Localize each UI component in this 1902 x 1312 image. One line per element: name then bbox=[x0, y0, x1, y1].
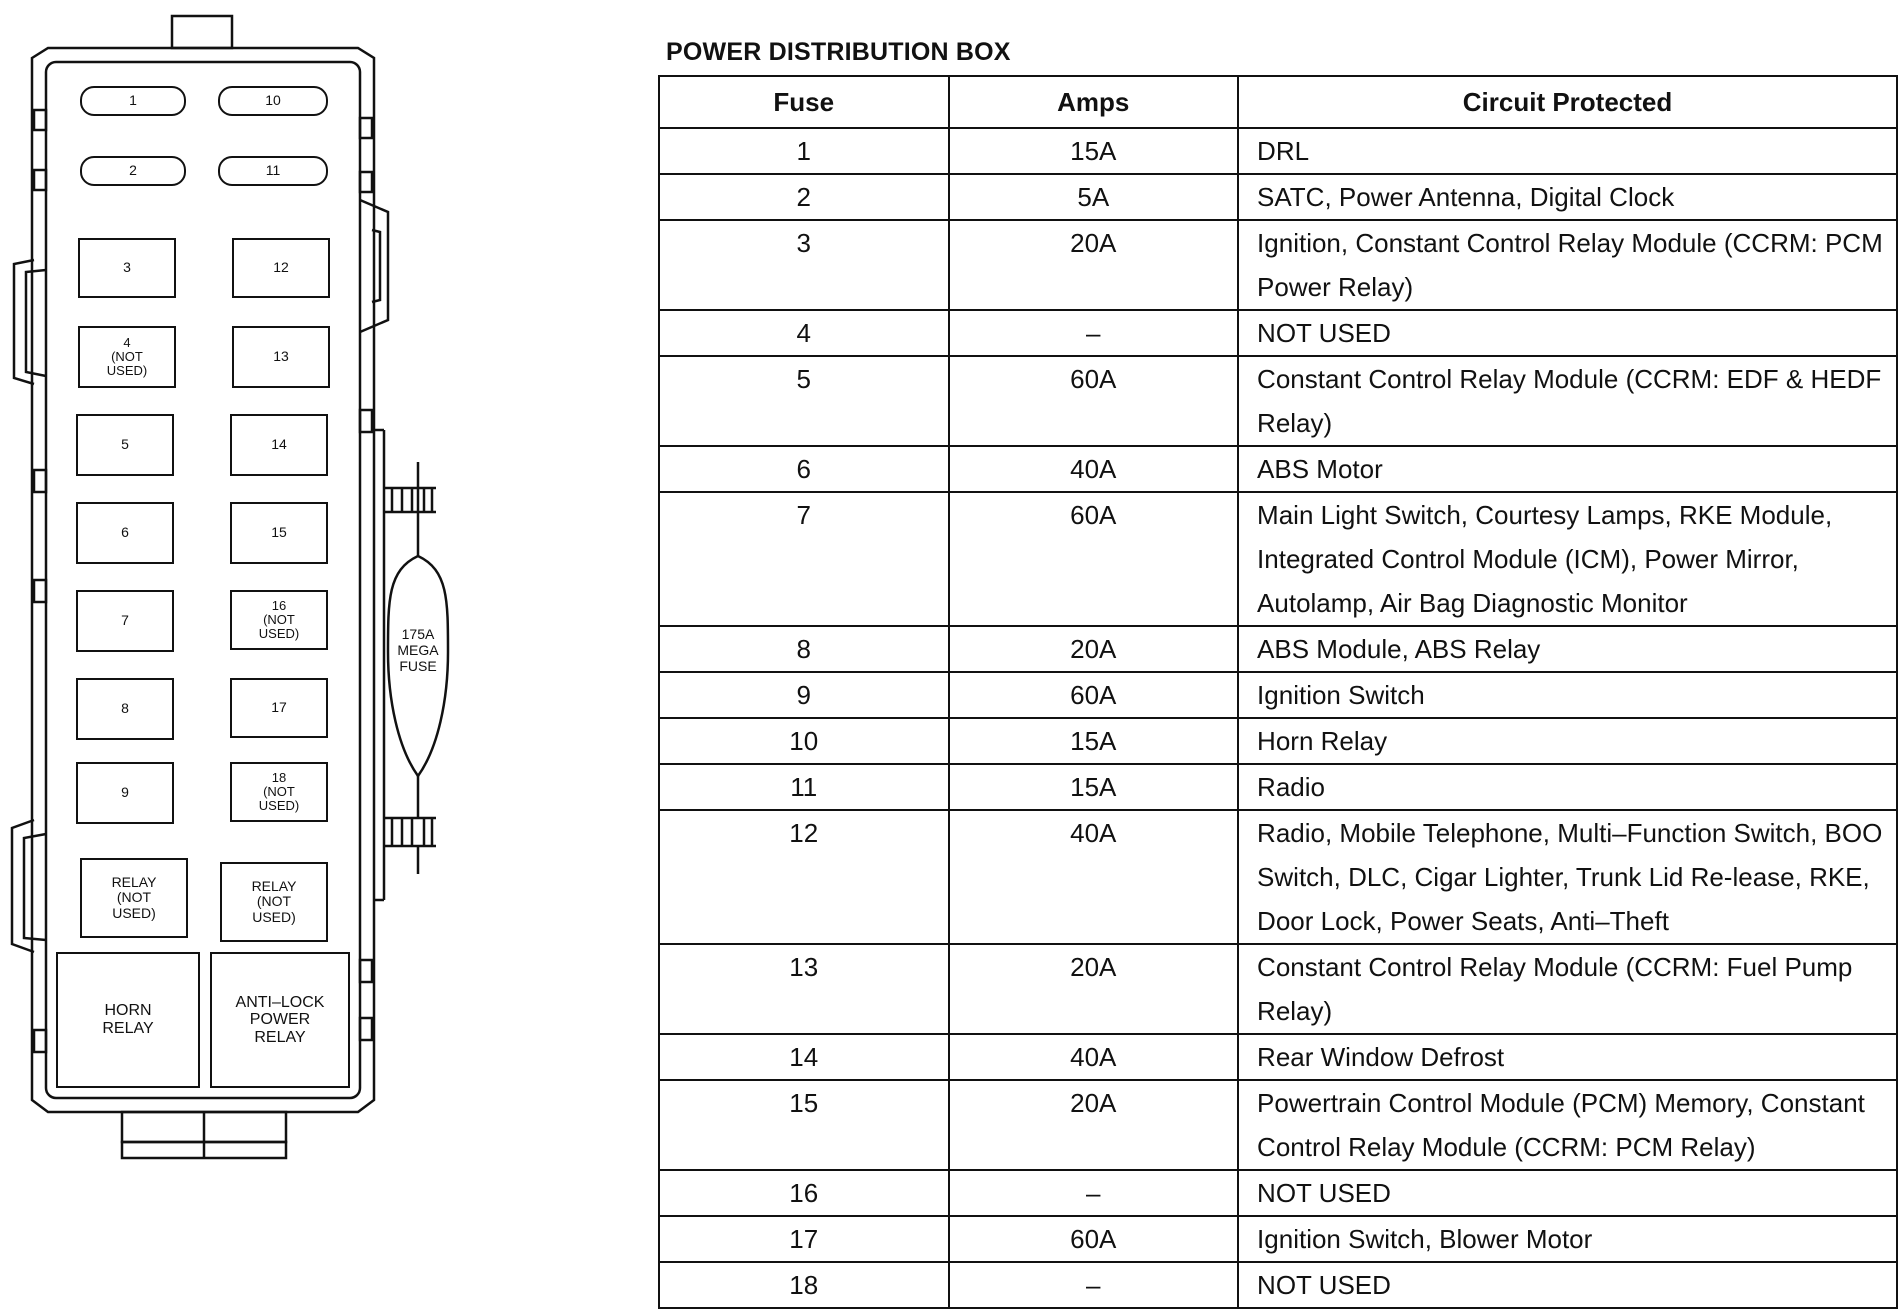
table-row bbox=[659, 356, 1897, 446]
amps-cell: 20A bbox=[949, 1080, 1239, 1170]
fuse-18: 18 (NOT USED) bbox=[230, 762, 328, 822]
circuit-cell: NOT USED bbox=[1238, 1170, 1897, 1216]
fuse-box-diagram bbox=[0, 0, 600, 1312]
circuit-cell: Powertrain Control Module (PCM) Memory, Constant Control Relay Module (CCRM: PCM Relay) bbox=[1238, 1080, 1897, 1170]
relay-not-used-right: RELAY (NOT USED) bbox=[220, 862, 328, 942]
table-row bbox=[659, 128, 1897, 174]
table-row bbox=[659, 220, 1897, 310]
table-row bbox=[659, 718, 1897, 764]
table-row bbox=[659, 492, 1897, 626]
fuse-cell: 5 bbox=[659, 356, 949, 446]
circuit-cell: NOT USED bbox=[1238, 1262, 1897, 1308]
anti-lock-power-relay: ANTI–LOCK POWER RELAY bbox=[210, 952, 350, 1088]
table-row bbox=[659, 174, 1897, 220]
fuse-cell: 9 bbox=[659, 672, 949, 718]
fuse-box-outline bbox=[0, 0, 600, 1312]
amps-cell: 20A bbox=[949, 626, 1239, 672]
table-body bbox=[659, 128, 1897, 1308]
circuit-cell: Constant Control Relay Module (CCRM: Fuel Pump Relay) bbox=[1238, 944, 1897, 1034]
table-row bbox=[659, 1170, 1897, 1216]
fuse-13: 13 bbox=[232, 326, 330, 388]
fuse-cell: 3 bbox=[659, 220, 949, 310]
fuse-cell: 1 bbox=[659, 128, 949, 174]
circuit-cell: Radio, Mobile Telephone, Multi–Function Switch, BOO Switch, DLC, Cigar Lighter, Trunk Lid Re-lease, RKE, Door Lock, Power Seats, Anti–Theft bbox=[1238, 810, 1897, 944]
circuit-cell: NOT USED bbox=[1238, 310, 1897, 356]
circuit-cell: Ignition Switch, Blower Motor bbox=[1238, 1216, 1897, 1262]
amps-cell: 5A bbox=[949, 174, 1239, 220]
fuse-14: 14 bbox=[230, 414, 328, 476]
horn-relay: HORN RELAY bbox=[56, 952, 200, 1088]
fuse-cell: 17 bbox=[659, 1216, 949, 1262]
fuse-5: 5 bbox=[76, 414, 174, 476]
circuit-cell: DRL bbox=[1238, 128, 1897, 174]
table-header-row bbox=[659, 76, 1897, 128]
table-row bbox=[659, 310, 1897, 356]
table-row bbox=[659, 446, 1897, 492]
fuse-1: 1 bbox=[80, 86, 186, 116]
amps-cell: 40A bbox=[949, 810, 1239, 944]
fuse-cell: 15 bbox=[659, 1080, 949, 1170]
header-circuit: Circuit Protected bbox=[1238, 76, 1897, 128]
circuit-cell: SATC, Power Antenna, Digital Clock bbox=[1238, 174, 1897, 220]
fuse-cell: 16 bbox=[659, 1170, 949, 1216]
amps-cell: 15A bbox=[949, 718, 1239, 764]
amps-cell: 60A bbox=[949, 492, 1239, 626]
fuse-cell: 4 bbox=[659, 310, 949, 356]
table-row bbox=[659, 1034, 1897, 1080]
table-row bbox=[659, 944, 1897, 1034]
fuse-12: 12 bbox=[232, 238, 330, 298]
amps-cell: 60A bbox=[949, 356, 1239, 446]
fuse-cell: 2 bbox=[659, 174, 949, 220]
table-row bbox=[659, 1216, 1897, 1262]
amps-cell: 40A bbox=[949, 1034, 1239, 1080]
relay-not-used-left: RELAY (NOT USED) bbox=[80, 858, 188, 938]
fuse-cell: 11 bbox=[659, 764, 949, 810]
circuit-cell: Radio bbox=[1238, 764, 1897, 810]
fuse-table bbox=[658, 75, 1898, 1309]
fuse-cell: 10 bbox=[659, 718, 949, 764]
table-row bbox=[659, 764, 1897, 810]
amps-cell: 15A bbox=[949, 128, 1239, 174]
fuse-3: 3 bbox=[78, 238, 176, 298]
amps-cell: 60A bbox=[949, 672, 1239, 718]
circuit-cell: Ignition Switch bbox=[1238, 672, 1897, 718]
fuse-7: 7 bbox=[76, 590, 174, 652]
amps-cell: 15A bbox=[949, 764, 1239, 810]
fuse-2: 2 bbox=[80, 156, 186, 186]
amps-cell: – bbox=[949, 1170, 1239, 1216]
circuit-cell: Ignition, Constant Control Relay Module (CCRM: PCM Power Relay) bbox=[1238, 220, 1897, 310]
header-amps: Amps bbox=[949, 76, 1239, 128]
fuse-cell: 8 bbox=[659, 626, 949, 672]
table-row bbox=[659, 626, 1897, 672]
table-row bbox=[659, 1080, 1897, 1170]
header-fuse: Fuse bbox=[659, 76, 949, 128]
table-row bbox=[659, 1262, 1897, 1308]
circuit-cell: Horn Relay bbox=[1238, 718, 1897, 764]
amps-cell: – bbox=[949, 310, 1239, 356]
fuse-cell: 18 bbox=[659, 1262, 949, 1308]
fuse-17: 17 bbox=[230, 678, 328, 738]
page-title: POWER DISTRIBUTION BOX bbox=[666, 38, 1011, 66]
table-row bbox=[659, 810, 1897, 944]
circuit-cell: ABS Motor bbox=[1238, 446, 1897, 492]
fuse-4: 4 (NOT USED) bbox=[78, 326, 176, 388]
fuse-6: 6 bbox=[76, 502, 174, 564]
amps-cell: 20A bbox=[949, 220, 1239, 310]
fuse-16: 16 (NOT USED) bbox=[230, 590, 328, 650]
circuit-cell: Rear Window Defrost bbox=[1238, 1034, 1897, 1080]
amps-cell: 20A bbox=[949, 944, 1239, 1034]
fuse-cell: 6 bbox=[659, 446, 949, 492]
fuse-8: 8 bbox=[76, 678, 174, 740]
amps-cell: – bbox=[949, 1262, 1239, 1308]
fuse-cell: 14 bbox=[659, 1034, 949, 1080]
fuse-11: 11 bbox=[218, 156, 328, 186]
mega-fuse-label: 175A MEGA FUSE bbox=[397, 626, 439, 675]
table-row bbox=[659, 672, 1897, 718]
circuit-cell: ABS Module, ABS Relay bbox=[1238, 626, 1897, 672]
amps-cell: 60A bbox=[949, 1216, 1239, 1262]
amps-cell: 40A bbox=[949, 446, 1239, 492]
circuit-cell: Constant Control Relay Module (CCRM: EDF & HEDF Relay) bbox=[1238, 356, 1897, 446]
fuse-9: 9 bbox=[76, 762, 174, 824]
fuse-cell: 12 bbox=[659, 810, 949, 944]
fuse-cell: 7 bbox=[659, 492, 949, 626]
fuse-10: 10 bbox=[218, 86, 328, 116]
circuit-cell: Main Light Switch, Courtesy Lamps, RKE Module, Integrated Control Module (ICM), Power Mirror, Autolamp, Air Bag Diagnostic Monitor bbox=[1238, 492, 1897, 626]
fuse-15: 15 bbox=[230, 502, 328, 564]
fuse-cell: 13 bbox=[659, 944, 949, 1034]
